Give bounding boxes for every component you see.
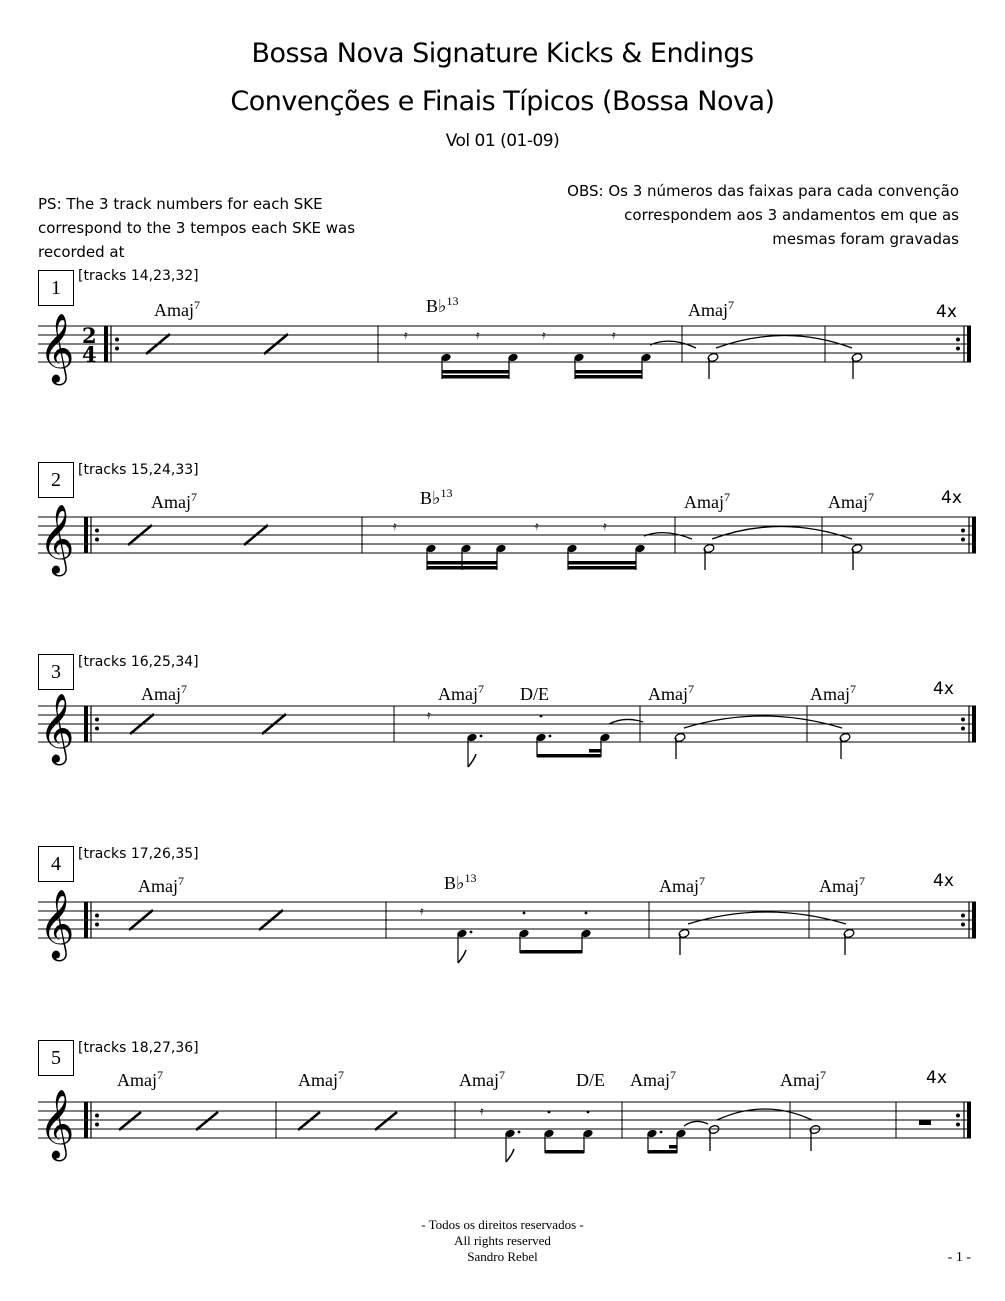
- tied-half-notes: [678, 912, 855, 955]
- svg-text:𝄿: 𝄿: [427, 708, 431, 722]
- chord-symbol: Amaj$^7$: [648, 682, 694, 704]
- tied-half-notes: [644, 527, 863, 571]
- svg-text:𝄿: 𝄿: [535, 519, 539, 533]
- system-2: [0, 462, 1005, 592]
- track-numbers: [tracks 14,23,32]: [78, 268, 199, 284]
- chord-symbol: Amaj$^7$: [659, 874, 705, 896]
- english-note: PS: The 3 track numbers for each SKE correspond to the 3 tempos each SKE was recorded at: [38, 195, 356, 261]
- repeat-count: 4x: [941, 488, 962, 508]
- chord-symbol: Amaj$^7$: [810, 682, 856, 704]
- chord-symbol: Amaj$^7$: [151, 490, 197, 512]
- music-staff: [0, 268, 1005, 398]
- footer-line-2: All rights reserved: [454, 1233, 551, 1248]
- chord-symbol: D/E: [576, 1070, 605, 1090]
- chord-symbol: Amaj$^7$: [819, 874, 865, 896]
- title-line-1: Bossa Nova Signature Kicks & Endings: [251, 38, 754, 69]
- svg-text:𝄿: 𝄿: [480, 1104, 484, 1118]
- repeat-count: 4x: [926, 1068, 947, 1088]
- copyright-footer: [0, 1217, 1005, 1265]
- chord-symbol: B♭$^{13}$: [444, 871, 477, 893]
- rhythm-figure: [646, 1129, 686, 1154]
- system-5: [0, 1040, 1005, 1170]
- treble-clef-icon: 𝄞: [39, 504, 75, 574]
- repeat-count: 4x: [933, 679, 954, 699]
- tied-half-notes: [684, 1109, 821, 1151]
- rhythm-figure: [480, 1104, 594, 1162]
- track-numbers: [tracks 16,25,34]: [78, 654, 199, 670]
- repeat-count: 4x: [933, 871, 954, 891]
- system-number: 1: [38, 270, 74, 306]
- chord-symbol: B♭$^{13}$: [420, 486, 453, 508]
- rhythm-figure: [420, 904, 592, 963]
- repeat-count: 4x: [936, 302, 957, 322]
- page-number: - 1 -: [947, 1250, 971, 1265]
- system-4: [0, 846, 1005, 976]
- svg-text:𝄿: 𝄿: [476, 328, 480, 342]
- svg-text:𝄿: 𝄿: [420, 904, 424, 918]
- system-3: [0, 654, 1005, 784]
- system-number: 3: [38, 654, 74, 690]
- track-numbers: [tracks 15,24,33]: [78, 462, 199, 478]
- chord-symbol: Amaj$^7$: [138, 874, 184, 896]
- treble-clef-icon: 𝄞: [39, 889, 75, 959]
- half-rest-icon: [919, 1120, 931, 1125]
- chord-symbol: D/E: [520, 684, 549, 704]
- chord-symbol: Amaj$^7$: [438, 682, 484, 704]
- system-number: 2: [38, 462, 74, 498]
- svg-text:𝄿: 𝄿: [393, 519, 397, 533]
- svg-text:𝄿: 𝄿: [404, 328, 408, 342]
- volume-label: Vol 01 (01-09): [445, 131, 560, 151]
- music-staff: [0, 654, 1005, 784]
- chord-symbol: Amaj$^7$: [154, 298, 200, 320]
- portuguese-note: OBS: Os 3 números das faixas para cada convenção correspondem aos 3 andamentos em que as mesmas foram gravadas: [567, 182, 959, 248]
- treble-clef-icon: 𝄞: [39, 313, 75, 383]
- chord-symbol: Amaj$^7$: [630, 1068, 676, 1090]
- chord-symbol: Amaj$^7$: [684, 490, 730, 512]
- track-numbers: [tracks 18,27,36]: [78, 1040, 199, 1056]
- track-numbers: [tracks 17,26,35]: [78, 846, 199, 862]
- footer-line-1: - Todos os direitos reservados -: [421, 1217, 584, 1232]
- music-staff: [0, 1040, 1005, 1170]
- chord-symbol: Amaj$^7$: [117, 1068, 163, 1090]
- music-staff: [0, 462, 1005, 592]
- system-number: 5: [38, 1040, 74, 1076]
- time-signature-top: 2: [82, 323, 97, 348]
- chord-symbol: Amaj$^7$: [141, 682, 187, 704]
- treble-clef-icon: 𝄞: [39, 1089, 75, 1159]
- tied-half-notes: [609, 716, 851, 759]
- system-number: 4: [38, 846, 74, 882]
- music-staff: [0, 846, 1005, 976]
- svg-text:𝄿: 𝄿: [612, 328, 616, 342]
- system-1: [0, 268, 1005, 398]
- chord-symbol: Amaj$^7$: [828, 490, 874, 512]
- time-signature-bottom: 4: [82, 342, 97, 367]
- chord-symbol: Amaj$^7$: [688, 298, 734, 320]
- footer-line-3: Sandro Rebel: [467, 1249, 538, 1264]
- chord-symbol: Amaj$^7$: [298, 1068, 344, 1090]
- chord-symbol: Amaj$^7$: [459, 1068, 505, 1090]
- treble-clef-icon: 𝄞: [39, 693, 75, 763]
- slash-notes: [119, 1112, 397, 1130]
- chord-symbol: B♭$^{13}$: [426, 294, 459, 316]
- svg-text:𝄿: 𝄿: [603, 519, 607, 533]
- svg-text:𝄿: 𝄿: [542, 328, 546, 342]
- title-line-2: Convenções e Finais Típicos (Bossa Nova): [230, 86, 775, 117]
- rhythm-figure: [427, 708, 611, 767]
- chord-symbol: Amaj$^7$: [780, 1068, 826, 1090]
